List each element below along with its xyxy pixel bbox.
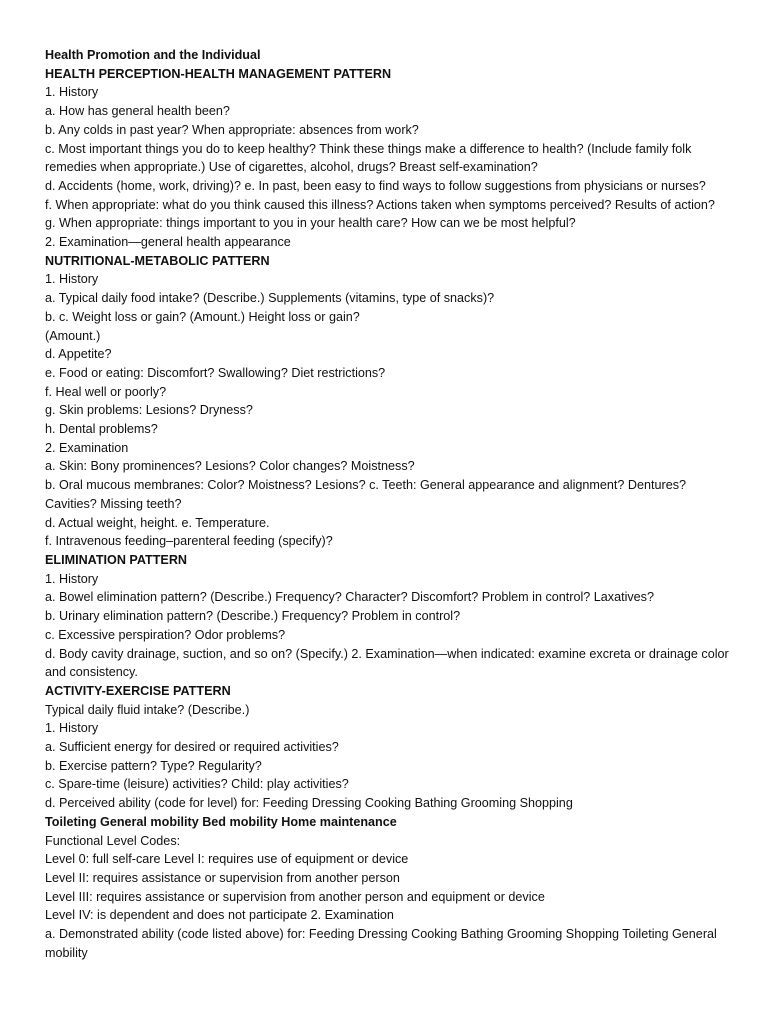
text-line: d. Appetite? xyxy=(45,347,112,362)
text-line: Level III: requires assistance or supervision from another person and equipment or device xyxy=(45,889,545,904)
text-line: a. Skin: Bony prominences? Lesions? Color changes? Moistness? xyxy=(45,459,415,474)
text-line: c. Most important things you do to keep healthy? Think these things make a difference to health? (Include family folk remedies when appropriate.) Use of cigarettes, alcohol, drugs? Breast self-examination? xyxy=(45,141,692,175)
text-line: b. Exercise pattern? Type? Regularity? xyxy=(45,758,262,773)
text-line: 1. History xyxy=(45,272,99,287)
text-line: g. Skin problems: Lesions? Dryness? xyxy=(45,403,253,418)
text-line: Functional Level Codes: xyxy=(45,833,181,848)
text-line: b. Oral mucous membranes: Color? Moistness? Lesions? c. Teeth: General appearance and alignment? Dentures? Cavities? Missing teeth? xyxy=(45,478,687,511)
section-heading: ACTIVITY-EXERCISE PATTERN xyxy=(45,683,231,698)
text-line: d. Perceived ability (code for level) for: Feeding Dressing Cooking Bathing Grooming Shopping xyxy=(45,796,573,811)
text-line: 2. Examination—general health appearance xyxy=(45,235,291,250)
section-heading: HEALTH PERCEPTION-HEALTH MANAGEMENT PATTERN xyxy=(45,66,392,81)
text-line: c. Excessive perspiration? Odor problems? xyxy=(45,627,286,642)
text-line: f. Heal well or poorly? xyxy=(45,384,167,399)
text-line: a. Bowel elimination pattern? (Describe.) Frequency? Character? Discomfort? Problem in control? Laxatives? xyxy=(45,590,654,605)
text-line: 1. History xyxy=(45,571,99,586)
document-page xyxy=(45,46,735,962)
text-line: c. Spare-time (leisure) activities? Child: play activities? xyxy=(45,777,349,792)
text-line: g. When appropriate: things important to you in your health care? How can we be most helpful? xyxy=(45,216,576,231)
text-line: f. When appropriate: what do you think caused this illness? Actions taken when symptoms perceived? Results of action? xyxy=(45,197,715,212)
text-line: h. Dental problems? xyxy=(45,422,158,437)
section-heading: NUTRITIONAL-METABOLIC PATTERN xyxy=(45,253,270,268)
text-line: (Amount.) xyxy=(45,328,101,343)
text-line: a. Sufficient energy for desired or required activities? xyxy=(45,740,339,755)
text-line: d. Actual weight, height. e. Temperature. xyxy=(45,515,270,530)
text-line: a. Typical daily food intake? (Describe.) Supplements (vitamins, type of snacks)? xyxy=(45,291,495,306)
text-line: d. Accidents (home, work, driving)? e. In past, been easy to find ways to follow suggestions from physicians or nurses? xyxy=(45,178,706,193)
text-line: a. How has general health been? xyxy=(45,104,230,119)
text-line: Level II: requires assistance or supervision from another person xyxy=(45,870,400,885)
text-line: 1. History xyxy=(45,721,99,736)
text-line: b. Urinary elimination pattern? (Describe.) Frequency? Problem in control? xyxy=(45,609,461,624)
section-heading: Toileting General mobility Bed mobility Home maintenance xyxy=(45,814,397,829)
text-line: Level IV: is dependent and does not participate 2. Examination xyxy=(45,908,394,923)
text-line: e. Food or eating: Discomfort? Swallowing? Diet restrictions? xyxy=(45,365,386,380)
text-line: Typical daily fluid intake? (Describe.) xyxy=(45,702,250,717)
text-line: a. Demonstrated ability (code listed above) for: Feeding Dressing Cooking Bathing Grooming Shopping Toileting General mobility xyxy=(45,927,717,960)
text-line: b. Any colds in past year? When appropriate: absences from work? xyxy=(45,122,419,137)
text-line: f. Intravenous feeding–parenteral feeding (specify)? xyxy=(45,534,333,549)
section-heading: ELIMINATION PATTERN xyxy=(45,552,188,567)
text-line: 1. History xyxy=(45,85,99,100)
text-line: d. Body cavity drainage, suction, and so on? (Specify.) 2. Examination—when indicated: examine excreta or drainage color and consistency. xyxy=(45,646,729,680)
section-heading: Health Promotion and the Individual xyxy=(45,48,261,62)
text-line: Level 0: full self-care Level I: requires use of equipment or device xyxy=(45,852,409,867)
text-line: b. c. Weight loss or gain? (Amount.) Height loss or gain? xyxy=(45,309,360,324)
text-line: 2. Examination xyxy=(45,440,129,455)
